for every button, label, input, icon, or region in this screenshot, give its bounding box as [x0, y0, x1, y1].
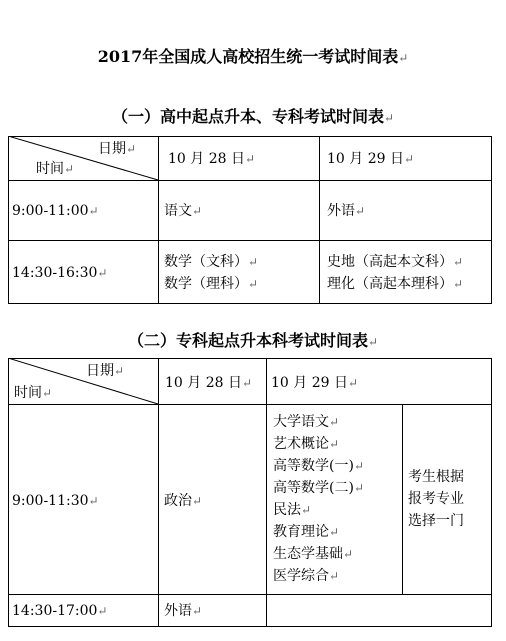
- list-item: 高等数学(二)↵: [273, 480, 364, 496]
- exam-subject: 数学（理科）↵: [164, 276, 259, 292]
- section-heading-2: （二）专科起点升本科考试时间表↵: [127, 331, 379, 350]
- header-day-1: 10 月 28 日↵: [165, 375, 253, 391]
- header-day-2: 10 月 29 日↵: [327, 151, 415, 167]
- exam-subject: 政治↵: [164, 493, 203, 509]
- row-time: 14:30-17:00↵: [12, 603, 108, 619]
- exam-subject: 外语↵: [164, 603, 203, 619]
- list-item: 艺术概论↵: [273, 436, 340, 452]
- row-time: 9:00-11:00↵: [12, 203, 99, 219]
- page-title: 2017年全国成人高校招生统一考试时间表↵: [97, 47, 409, 66]
- list-item: 生态学基础↵: [273, 546, 354, 562]
- exam-subject: 理化（高起本理科）↵: [327, 276, 464, 292]
- exam-subject: 史地（高起本文科）↵: [327, 254, 464, 270]
- exam-subject: 数学（文科）↵: [164, 254, 259, 270]
- row-time: 14:30-16:30↵: [12, 265, 108, 281]
- header-date-label: 日期↵: [86, 363, 125, 379]
- list-item: 高等数学(一)↵: [273, 458, 364, 474]
- header-day-2: 10 月 29 日↵: [271, 375, 359, 391]
- list-item: 大学语文↵: [273, 414, 340, 430]
- list-item: 医学综合↵: [273, 568, 340, 584]
- exam-subject: 语文↵: [164, 203, 203, 219]
- exam-subject-list: [273, 411, 364, 587]
- list-item: 民法↵: [273, 502, 312, 518]
- exam-subject: 外语↵: [327, 203, 366, 219]
- exam-note: 考生根据 报考专业 选择一门: [408, 469, 464, 529]
- header-time-label: 时间↵: [14, 385, 53, 401]
- header-time-label: 时间↵: [36, 161, 75, 177]
- list-item: 教育理论↵: [273, 524, 340, 540]
- row-time: 9:00-11:30↵: [12, 493, 99, 509]
- header-date-label: 日期↵: [98, 141, 137, 157]
- header-day-1: 10 月 28 日↵: [168, 151, 256, 167]
- section-heading-1: （一）高中起点升本、专科考试时间表↵: [111, 107, 395, 126]
